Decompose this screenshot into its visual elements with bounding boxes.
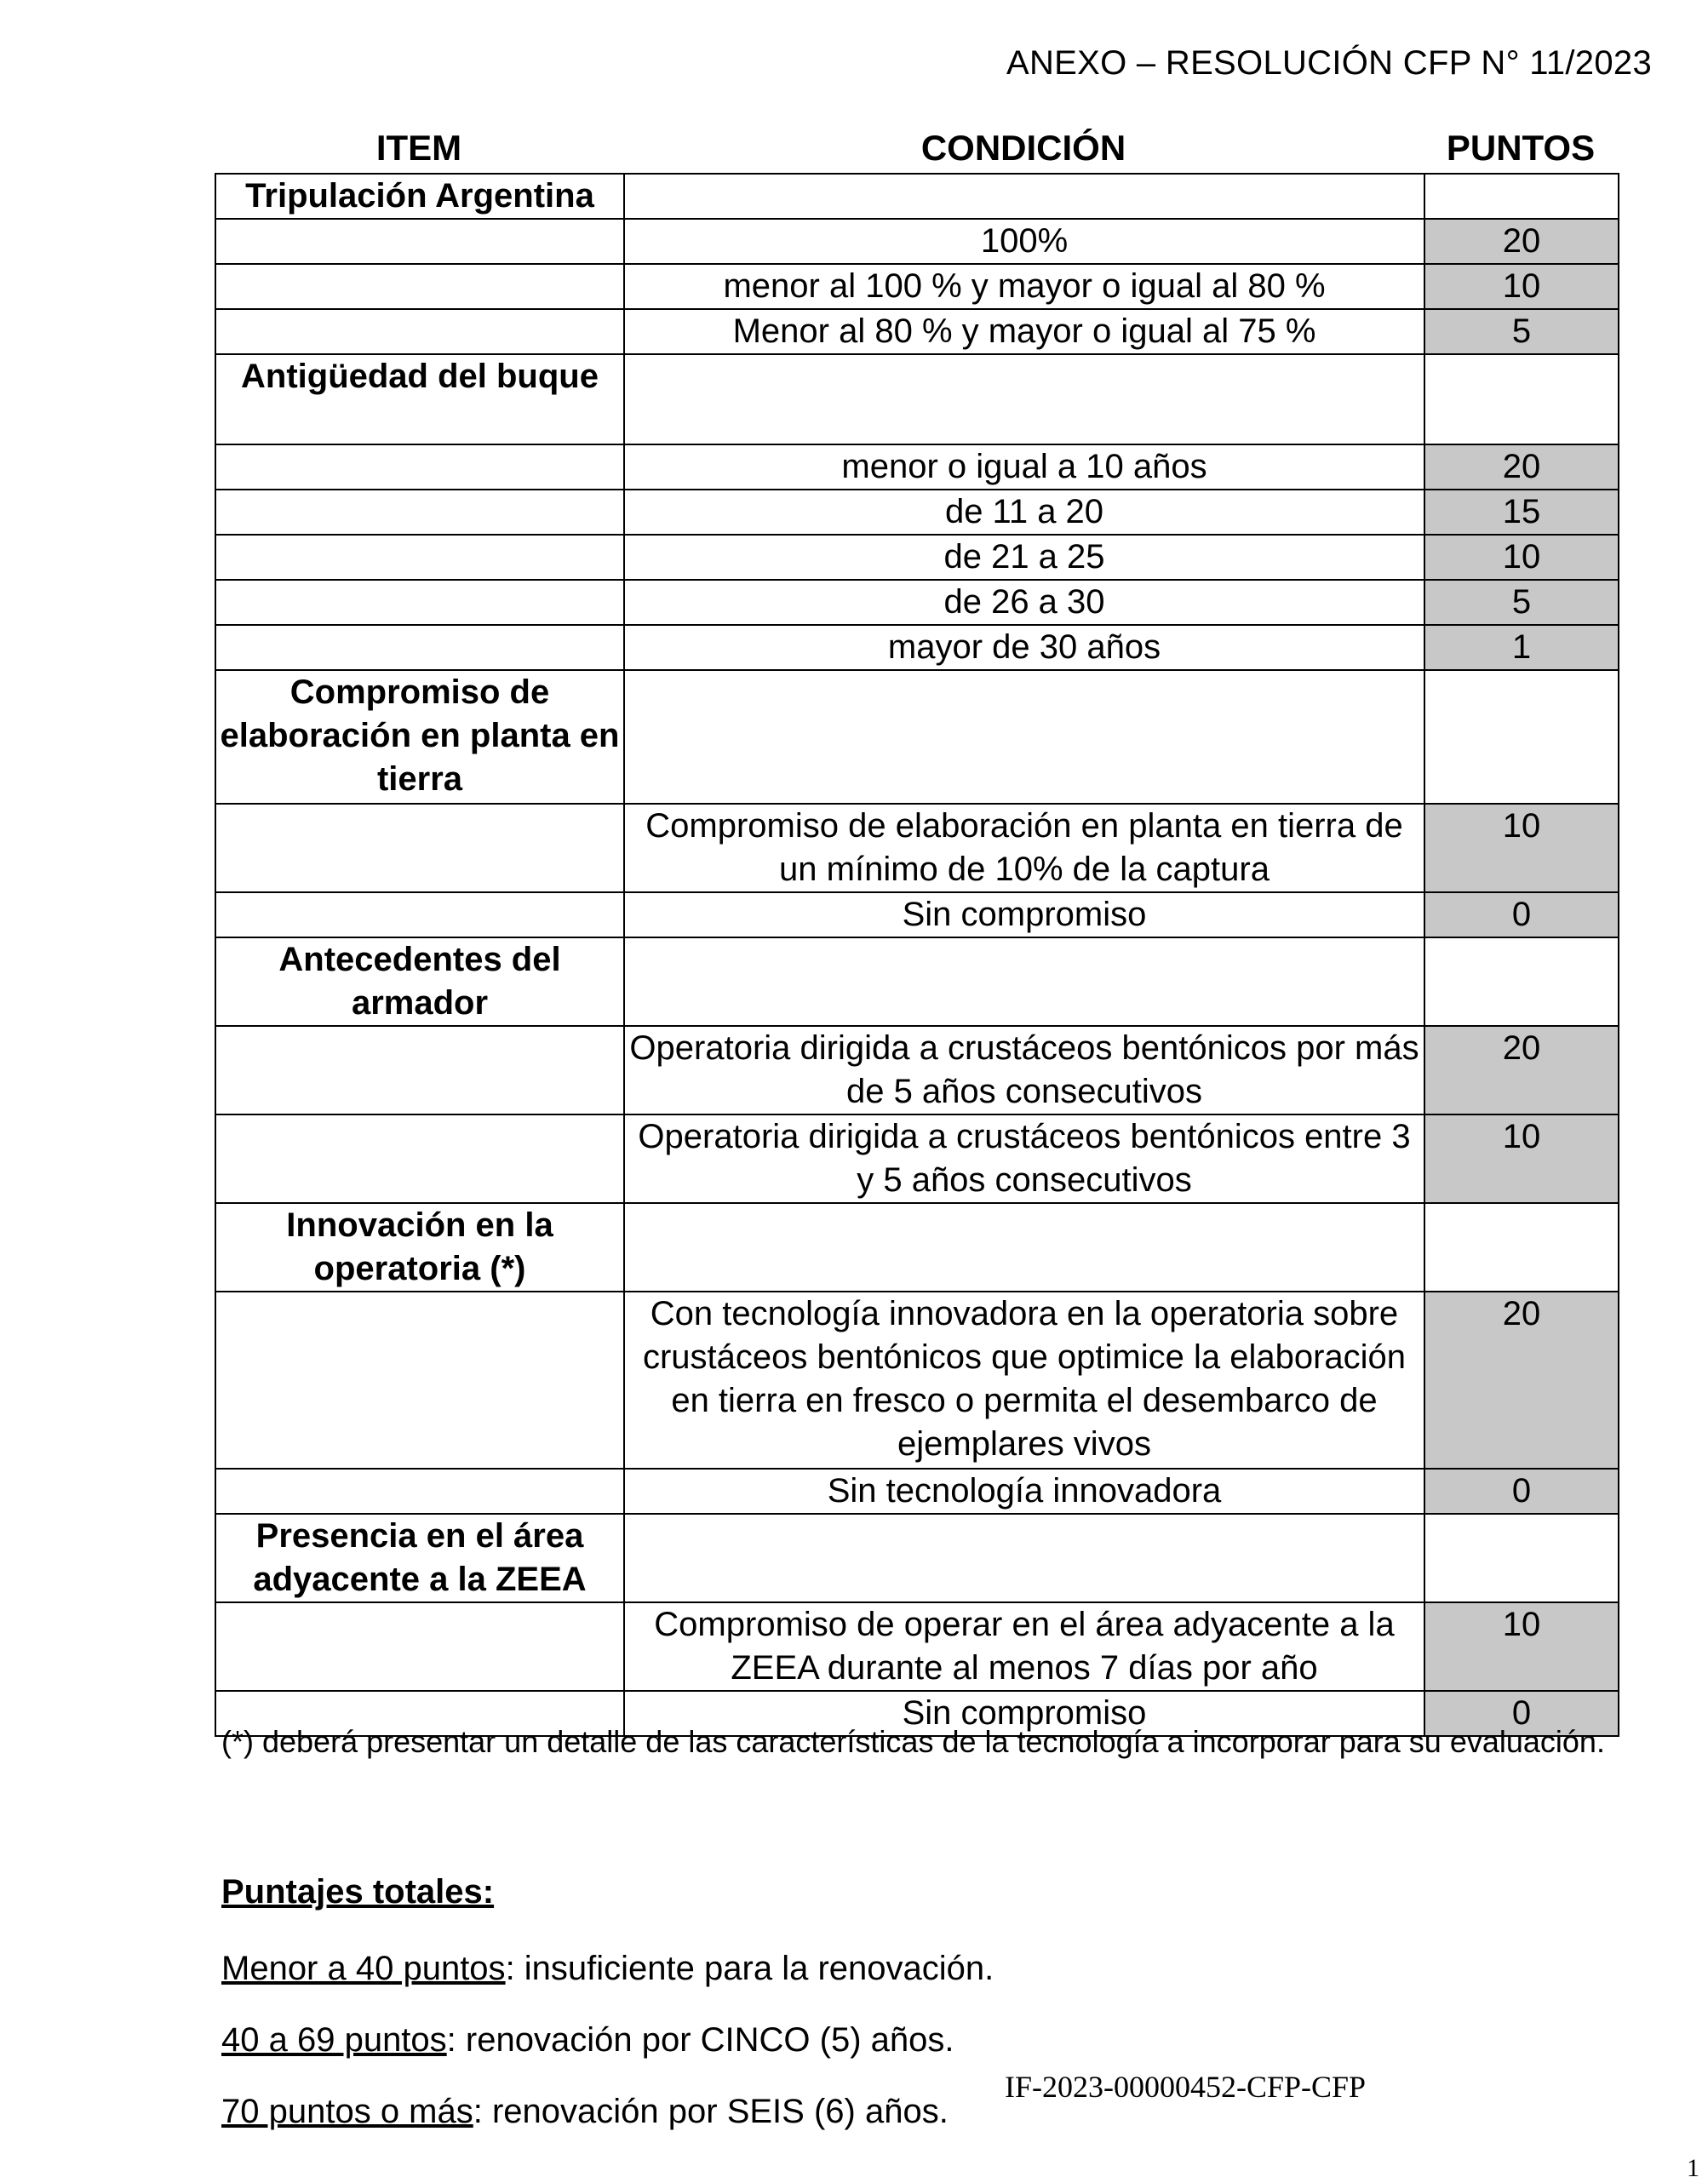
points-value: 1 — [1424, 625, 1619, 670]
condition-text: de 11 a 20 — [624, 490, 1424, 535]
condition-row — [215, 219, 1619, 264]
document-id: IF-2023-00000452-CFP-CFP — [1005, 2070, 1367, 2104]
condition-row — [215, 1026, 1619, 1114]
column-header-item: ITEM — [375, 128, 462, 168]
totals-range: 40 a 69 puntos — [221, 2021, 447, 2059]
column-header-condicion: CONDICIÓN — [920, 128, 1126, 168]
section-title: Compromiso de elaboración en planta en tierra — [215, 670, 624, 804]
condition-text: Con tecnología innovadora en la operatoria sobre crustáceos bentónicos que optimice la elaboración en tierra en fresco o permita el desembarco de ejemplares vivos — [624, 1292, 1424, 1469]
totals-line — [221, 1950, 994, 1988]
section-title: Tripulación Argentina — [215, 174, 624, 219]
condition-text: Compromiso de operar en el área adyacente a la ZEEA durante al menos 7 días por año — [624, 1602, 1424, 1691]
points-value: 20 — [1424, 1292, 1619, 1469]
section-header-row — [215, 1203, 1619, 1292]
condition-text: Sin tecnología innovadora — [624, 1469, 1424, 1514]
totals-result: : insuficiente para la renovación. — [505, 1950, 994, 1987]
points-value: 10 — [1424, 264, 1619, 309]
condition-text: menor al 100 % y mayor o igual al 80 % — [624, 264, 1424, 309]
section-title: Antecedentes del armador — [215, 937, 624, 1026]
points-value: 15 — [1424, 490, 1619, 535]
condition-row — [215, 490, 1619, 535]
condition-row — [215, 1602, 1619, 1691]
section-header-row — [215, 1514, 1619, 1602]
condition-text: Operatoria dirigida a crustáceos bentónicos por más de 5 años consecutivos — [624, 1026, 1424, 1114]
annex-header: ANEXO – RESOLUCIÓN CFP N° 11/2023 — [1006, 44, 1652, 82]
totals-title: Puntajes totales: — [221, 1873, 495, 1911]
condition-row — [215, 580, 1619, 625]
condition-row — [215, 309, 1619, 354]
points-value: 10 — [1424, 1602, 1619, 1691]
points-value: 0 — [1424, 1469, 1619, 1514]
points-value: 10 — [1424, 804, 1619, 892]
section-title: Presencia en el área adyacente a la ZEEA — [215, 1514, 624, 1602]
condition-row — [215, 444, 1619, 490]
condition-text: menor o igual a 10 años — [624, 444, 1424, 490]
section-header-row — [215, 670, 1619, 804]
section-header-row — [215, 354, 1619, 444]
condition-row — [215, 625, 1619, 670]
totals-line — [221, 2093, 949, 2131]
condition-row — [215, 1469, 1619, 1514]
points-value: 20 — [1424, 444, 1619, 490]
points-value: 0 — [1424, 892, 1619, 937]
totals-line — [221, 2021, 954, 2060]
condition-row — [215, 1292, 1619, 1469]
condition-text: 100% — [624, 219, 1424, 264]
page-number: 1 — [1687, 2154, 1699, 2182]
totals-result: : renovación por SEIS (6) años. — [473, 2093, 949, 2130]
section-title: Innovación en la operatoria (*) — [215, 1203, 624, 1292]
totals-range: Menor a 40 puntos — [221, 1950, 506, 1987]
footnote: (*) deberá presentar un detalle de las características de la tecnología a incorporar para su evaluación. — [221, 1724, 1605, 1759]
points-value: 10 — [1424, 1114, 1619, 1203]
condition-text: Sin compromiso — [624, 892, 1424, 937]
condition-row — [215, 1114, 1619, 1203]
condition-text: Sin compromiso — [624, 1691, 1424, 1736]
column-header-puntos: PUNTOS — [1446, 128, 1596, 168]
points-value: 5 — [1424, 580, 1619, 625]
points-value: 5 — [1424, 309, 1619, 354]
scoring-table — [215, 173, 1619, 1737]
condition-text: Operatoria dirigida a crustáceos bentónicos entre 3 y 5 años consecutivos — [624, 1114, 1424, 1203]
condition-text: Compromiso de elaboración en planta en tierra de un mínimo de 10% de la captura — [624, 804, 1424, 892]
section-title: Antigüedad del buque — [215, 354, 624, 444]
points-value: 20 — [1424, 219, 1619, 264]
condition-text: de 21 a 25 — [624, 535, 1424, 580]
condition-row — [215, 264, 1619, 309]
points-value: 0 — [1424, 1691, 1619, 1736]
condition-text: de 26 a 30 — [624, 580, 1424, 625]
section-header-row — [215, 174, 1619, 219]
condition-text: mayor de 30 años — [624, 625, 1424, 670]
section-header-row — [215, 937, 1619, 1026]
condition-row — [215, 804, 1619, 892]
condition-row — [215, 535, 1619, 580]
totals-result: : renovación por CINCO (5) años. — [446, 2021, 954, 2059]
points-value: 20 — [1424, 1026, 1619, 1114]
condition-text: Menor al 80 % y mayor o igual al 75 % — [624, 309, 1424, 354]
condition-row — [215, 892, 1619, 937]
column-headers — [215, 128, 1618, 172]
totals-range: 70 puntos o más — [221, 2093, 473, 2130]
points-value: 10 — [1424, 535, 1619, 580]
